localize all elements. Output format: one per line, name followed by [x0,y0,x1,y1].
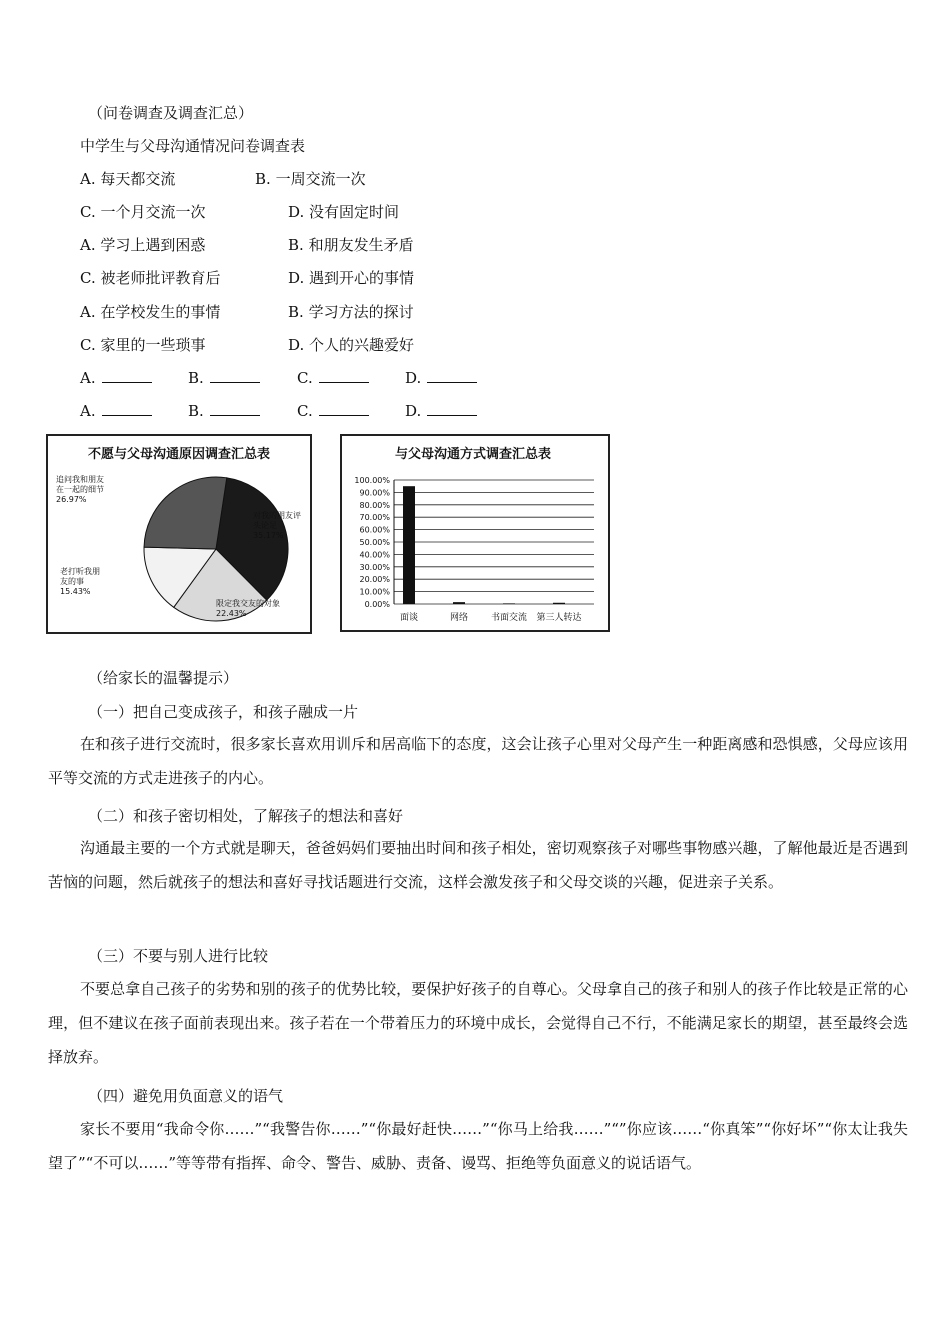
option-item: A. 每天都交流 [80,170,176,188]
answer-blank[interactable]: C. [297,401,369,421]
answer-blank[interactable]: B. [188,401,260,421]
y-tick-label: 60.00% [359,525,390,535]
option-item: A. 学习上遇到困惑 [80,236,206,254]
tip-heading: （二）和孩子密切相处，了解孩子的想法和喜好 [88,807,404,825]
option-item: B. 和朋友发生矛盾 [288,236,414,254]
tip-heading: （一）把自己变成孩子，和孩子融成一片 [88,703,359,721]
option-item: D. 个人的兴趣爱好 [288,336,415,354]
bar [503,603,515,604]
option-item: D. 没有固定时间 [288,203,400,221]
option-item: B. 学习方法的探讨 [288,303,414,321]
tip-body: 沟通最主要的一个方式就是聊天，爸爸妈妈们要抽出时间和孩子相处，密切观察孩子对哪些事物感兴趣，了解他最近是否遇到苦恼的问题，然后就孩子的想法和喜好寻找话题进行交流，这样会激发孩子和父母交谈的兴趣，促进亲子关系。 [48,839,908,891]
y-tick-label: 0.00% [364,600,390,609]
y-tick-label: 100.00% [354,476,390,485]
option-item: C. 被老师批评教育后 [80,269,221,287]
tip-body: 在和孩子进行交流时，很多家长喜欢用训斥和居高临下的态度，这会让孩子心里对父母产生一种距离感和恐惧感，父母应该用平等交流的方式走进孩子的内心。 [48,735,908,787]
bar [403,486,415,604]
tip-body: 家长不要用“我命令你……”“我警告你……”“你最好赶快……”“你马上给我……”“”你应该……“你真笨”“你好坏”“你太让我失望了”“不可以……”等等带有指挥、命令、警告、威胁、责备、谩骂、拒绝等负面意义的说话语气。 [48,1120,908,1172]
answer-blank[interactable]: D. [405,368,477,388]
x-tick-label: 第三人转达 [536,613,582,623]
answer-blank[interactable]: A. [80,401,152,421]
pie-slice-label: 对我的朋友评头论足 35.17% [253,511,301,540]
bar [553,603,565,604]
y-tick-label: 40.00% [359,550,390,560]
survey-title: 中学生与父母沟通情况问卷调查表 [80,137,306,155]
y-tick-label: 30.00% [359,562,390,572]
y-tick-label: 90.00% [359,488,390,498]
tips-section-label: （给家长的温馨提示） [88,669,239,687]
answer-blank[interactable]: B. [188,368,260,388]
pie-slice-label: 追问我和朋友在一起的细节 26.97% [56,475,104,504]
pie-slice [144,477,227,549]
tip-heading: （四）避免用负面意义的语气 [88,1087,284,1105]
pie-slice-label: 限定我交友的对象 22.43% [216,599,280,618]
bar-chart-panel [340,434,610,632]
option-item: C. 一个月交流一次 [80,203,206,221]
pie-slice-label: 老打听我朋友的事 15.43% [60,567,100,596]
pie-chart-panel [46,434,312,634]
tip-body: 不要总拿自己孩子的劣势和别的孩子的优势比较，要保护好孩子的自尊心。父母拿自己的孩子和别人的孩子作比较是正常的心理，但不建议在孩子面前表现出来。孩子若在一个带着压力的环境中成长，会觉得自己不行，不能满足家长的期望，甚至最终会选择放弃。 [48,980,908,1066]
y-tick-label: 80.00% [359,500,390,510]
x-tick-label: 面谈 [399,613,419,623]
bar-chart [342,436,608,630]
y-tick-label: 20.00% [359,575,390,585]
y-tick-label: 70.00% [359,513,390,523]
option-item: A. 在学校发生的事情 [80,303,221,321]
bar [453,602,465,604]
option-item: B. 一周交流一次 [255,170,366,188]
option-item: D. 遇到开心的事情 [288,269,415,287]
answer-blank[interactable]: A. [80,368,152,388]
survey-section-label: （问卷调查及调查汇总） [88,104,254,122]
x-tick-label: 网络 [449,613,469,623]
pie-chart [48,436,310,632]
answer-blank[interactable]: D. [405,401,477,421]
answer-blank[interactable]: C. [297,368,369,388]
bar-chart-title: 与父母沟通方式调查汇总表 [394,447,552,462]
x-tick-label: 书面交流 [490,613,528,623]
tip-heading: （三）不要与别人进行比较 [88,947,269,965]
y-tick-label: 10.00% [359,587,390,597]
y-tick-label: 50.00% [359,538,390,547]
option-item: C. 家里的一些琐事 [80,336,206,354]
pie-chart-title: 不愿与父母沟通原因调查汇总表 [87,447,271,462]
